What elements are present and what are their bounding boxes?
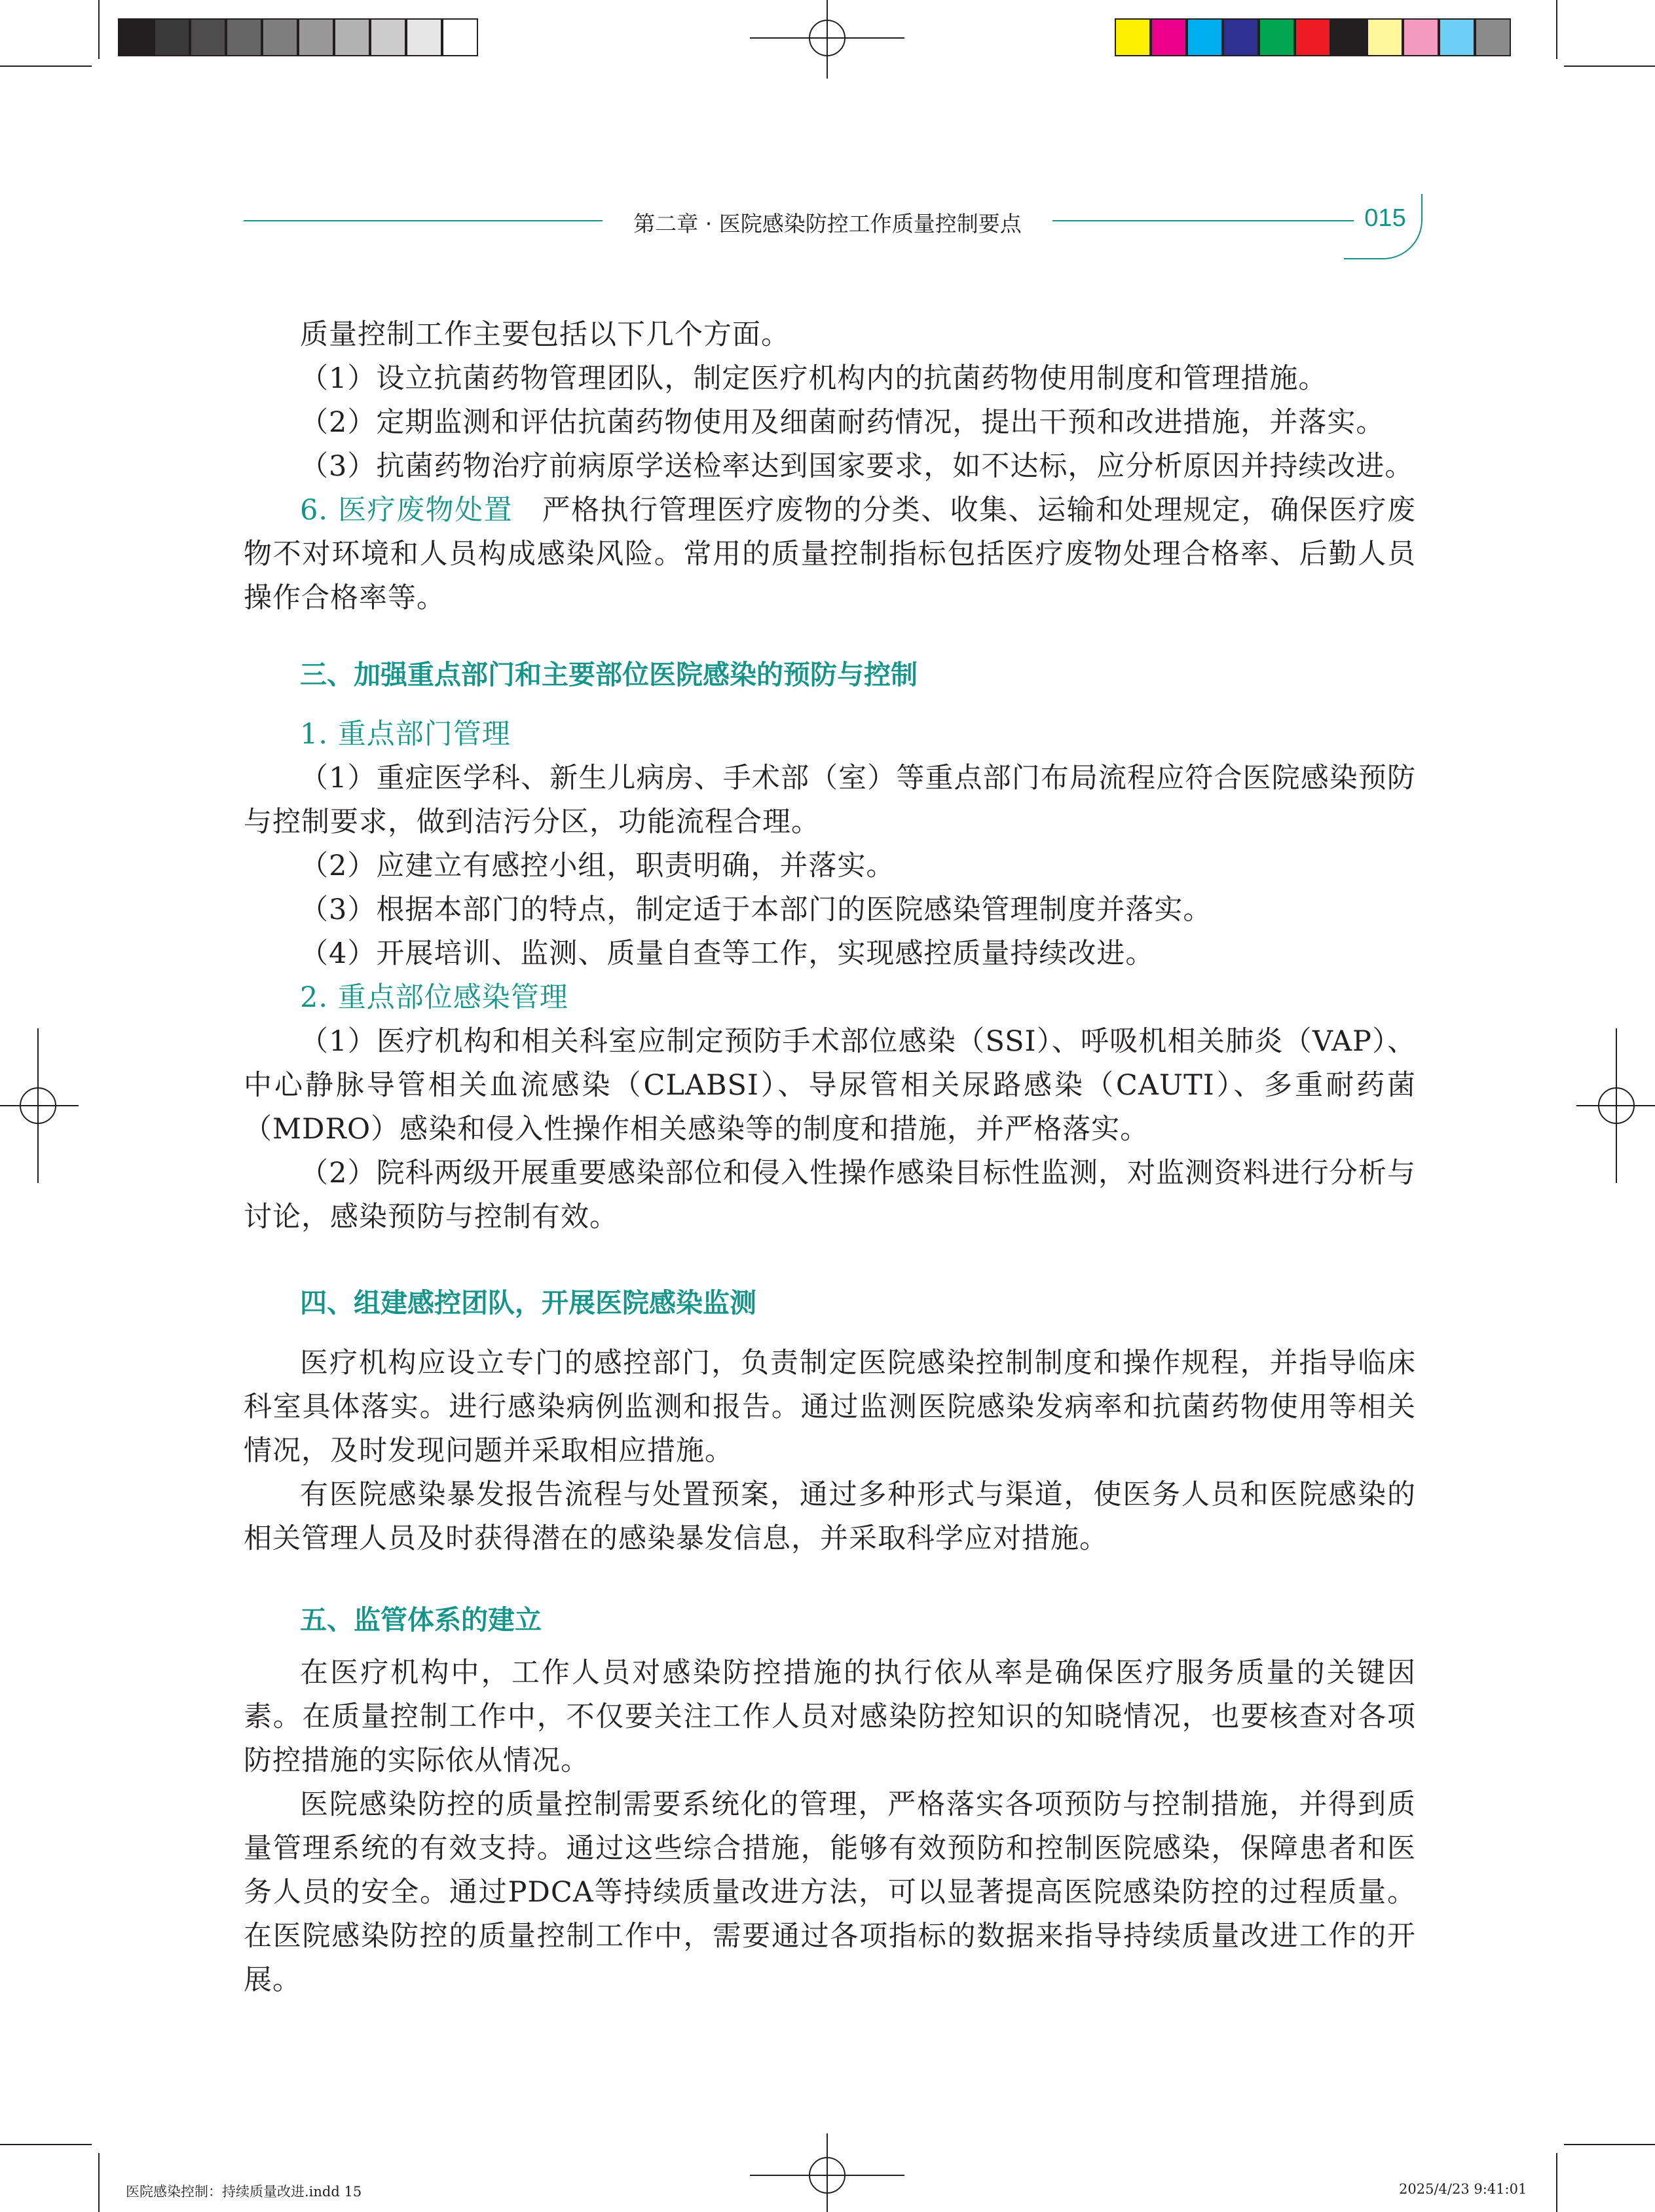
- color-swatch: [334, 18, 370, 56]
- color-swatch: [1187, 18, 1223, 56]
- list-item: （1）设立抗菌药物管理团队，制定医疗机构内的抗菌药物使用制度和管理措施。: [300, 362, 1328, 395]
- list-item: （1）医疗机构和相关科室应制定预防手术部位感染（SSI）、呼吸机相关肺炎（VAP）、中心静脉导管相关血流感染（CLABSI）、导尿管相关尿路感染（CAUTI）、多重耐药菌（MDRO）感染和侵入性操作相关感染等的制度和措施，并严格落实。: [244, 1025, 1416, 1146]
- subheading: 1. 重点部门管理: [300, 718, 511, 751]
- section-heading: 三、加强重点部门和主要部位医院感染的预防与控制: [300, 659, 918, 690]
- crop-mark: [0, 2144, 92, 2145]
- paragraph: 质量控制工作主要包括以下几个方面。: [300, 318, 790, 351]
- color-swatch: [262, 18, 298, 56]
- color-swatch: [1475, 18, 1511, 56]
- crop-mark: [1564, 66, 1655, 67]
- slug-timestamp: 2025/4/23 9:41:01: [1399, 2181, 1527, 2197]
- color-swatch: [1223, 18, 1259, 56]
- color-swatch: [1403, 18, 1439, 56]
- color-swatch: [1439, 18, 1475, 56]
- process-color-bar: [1115, 18, 1511, 59]
- color-swatch: [226, 18, 262, 56]
- color-swatch: [370, 18, 406, 56]
- list-item: （2）应建立有感控小组，职责明确，并落实。: [300, 850, 895, 882]
- color-swatch: [118, 18, 154, 56]
- slug-filename: 医院感染控制：持续质量改进.indd 15: [126, 2184, 362, 2200]
- subheading: 6. 医疗废物处置: [300, 494, 513, 527]
- gray-color-bar: [118, 18, 478, 59]
- color-swatch: [1151, 18, 1187, 56]
- crop-mark: [98, 2153, 100, 2212]
- paragraph: [244, 489, 1416, 620]
- color-swatch: [1259, 18, 1295, 56]
- list-item: （3）根据本部门的特点，制定适于本部门的医院感染管理制度并落实。: [300, 893, 1212, 926]
- color-swatch: [442, 18, 478, 56]
- body-block-1: [244, 313, 1416, 620]
- section-heading: 五、监管体系的建立: [300, 1604, 542, 1636]
- paragraph: 有医院感染暴发报告流程与处置预案，通过多种形式与渠道，使医务人员和医院感染的相关管理人员及时获得潜在的感染暴发信息，并采取科学应对措施。: [244, 1478, 1416, 1555]
- crop-mark: [1556, 2153, 1557, 2212]
- section-heading: 四、组建感控团队，开展医院感染监测: [300, 1287, 756, 1319]
- paragraph: 在医疗机构中，工作人员对感染防控措施的执行依从率是确保医疗服务质量的关键因素。在质量控制工作中，不仅要关注工作人员对感染防控知识的知晓情况，也要核查对各项防控措施的实际依从情况。: [244, 1657, 1416, 1777]
- subheading: 2. 重点部位感染管理: [300, 981, 568, 1014]
- crop-mark: [98, 0, 100, 59]
- list-item: （2）院科两级开展重要感染部位和侵入性操作感染目标性监测，对监测资料进行分析与讨论，感染预防与控制有效。: [244, 1157, 1416, 1233]
- body-block-3: [244, 1341, 1416, 1561]
- color-swatch: [406, 18, 442, 56]
- color-swatch: [1331, 18, 1367, 56]
- color-swatch: [1115, 18, 1151, 56]
- color-swatch: [298, 18, 334, 56]
- body-block-4: [244, 1651, 1416, 2002]
- list-item: （4）开展培训、监测、质量自查等工作，实现感控质量持续改进。: [300, 937, 1155, 970]
- crop-mark: [1564, 2144, 1655, 2145]
- color-swatch: [1367, 18, 1403, 56]
- list-item: （2）定期监测和评估抗菌药物使用及细菌耐药情况，提出干预和改进措施，并落实。: [300, 406, 1385, 439]
- running-title: 第二章 · 医院感染防控工作质量控制要点: [633, 211, 1022, 236]
- crop-mark: [0, 66, 92, 67]
- paragraph: 医疗机构应设立专门的感控部门，负责制定医院感染控制制度和操作规程，并指导临床科室具体落实。进行感染病例监测和报告。通过监测医院感染发病率和抗菌药物使用等相关情况，及时发现问题并采取相应措施。: [244, 1347, 1416, 1467]
- crop-mark: [1556, 0, 1557, 59]
- color-swatch: [1295, 18, 1331, 56]
- paragraph: 医院感染防控的质量控制需要系统化的管理，严格落实各项预防与控制措施，并得到质量管理系统的有效支持。通过这些综合措施，能够有效预防和控制医院感染，保障患者和医务人员的安全。通过PDCA等持续质量改进方法，可以显著提高医院感染防控的过程质量。在医院感染防控的质量控制工作中，需要通过各项指标的数据来指导持续质量改进工作的开展。: [244, 1788, 1416, 1996]
- body-block-2: [244, 713, 1416, 1239]
- list-item: （1）重症医学科、新生儿病房、手术部（室）等重点部门布局流程应符合医院感染预防与控制要求，做到洁污分区，功能流程合理。: [244, 762, 1416, 838]
- list-item: （3）抗菌药物治疗前病原学送检率达到国家要求，如不达标，应分析原因并持续改进。: [300, 450, 1414, 483]
- color-swatch: [154, 18, 190, 56]
- color-swatch: [190, 18, 226, 56]
- paragraph-text: 严格执行管理医疗废物的分类、收集、运输和处理规定，确保医疗废物不对环境和人员构成感染风险。常用的质量控制指标包括医疗废物处理合格率、后勤人员操作合格率等。: [244, 494, 1417, 614]
- page-number: 015: [1364, 204, 1406, 232]
